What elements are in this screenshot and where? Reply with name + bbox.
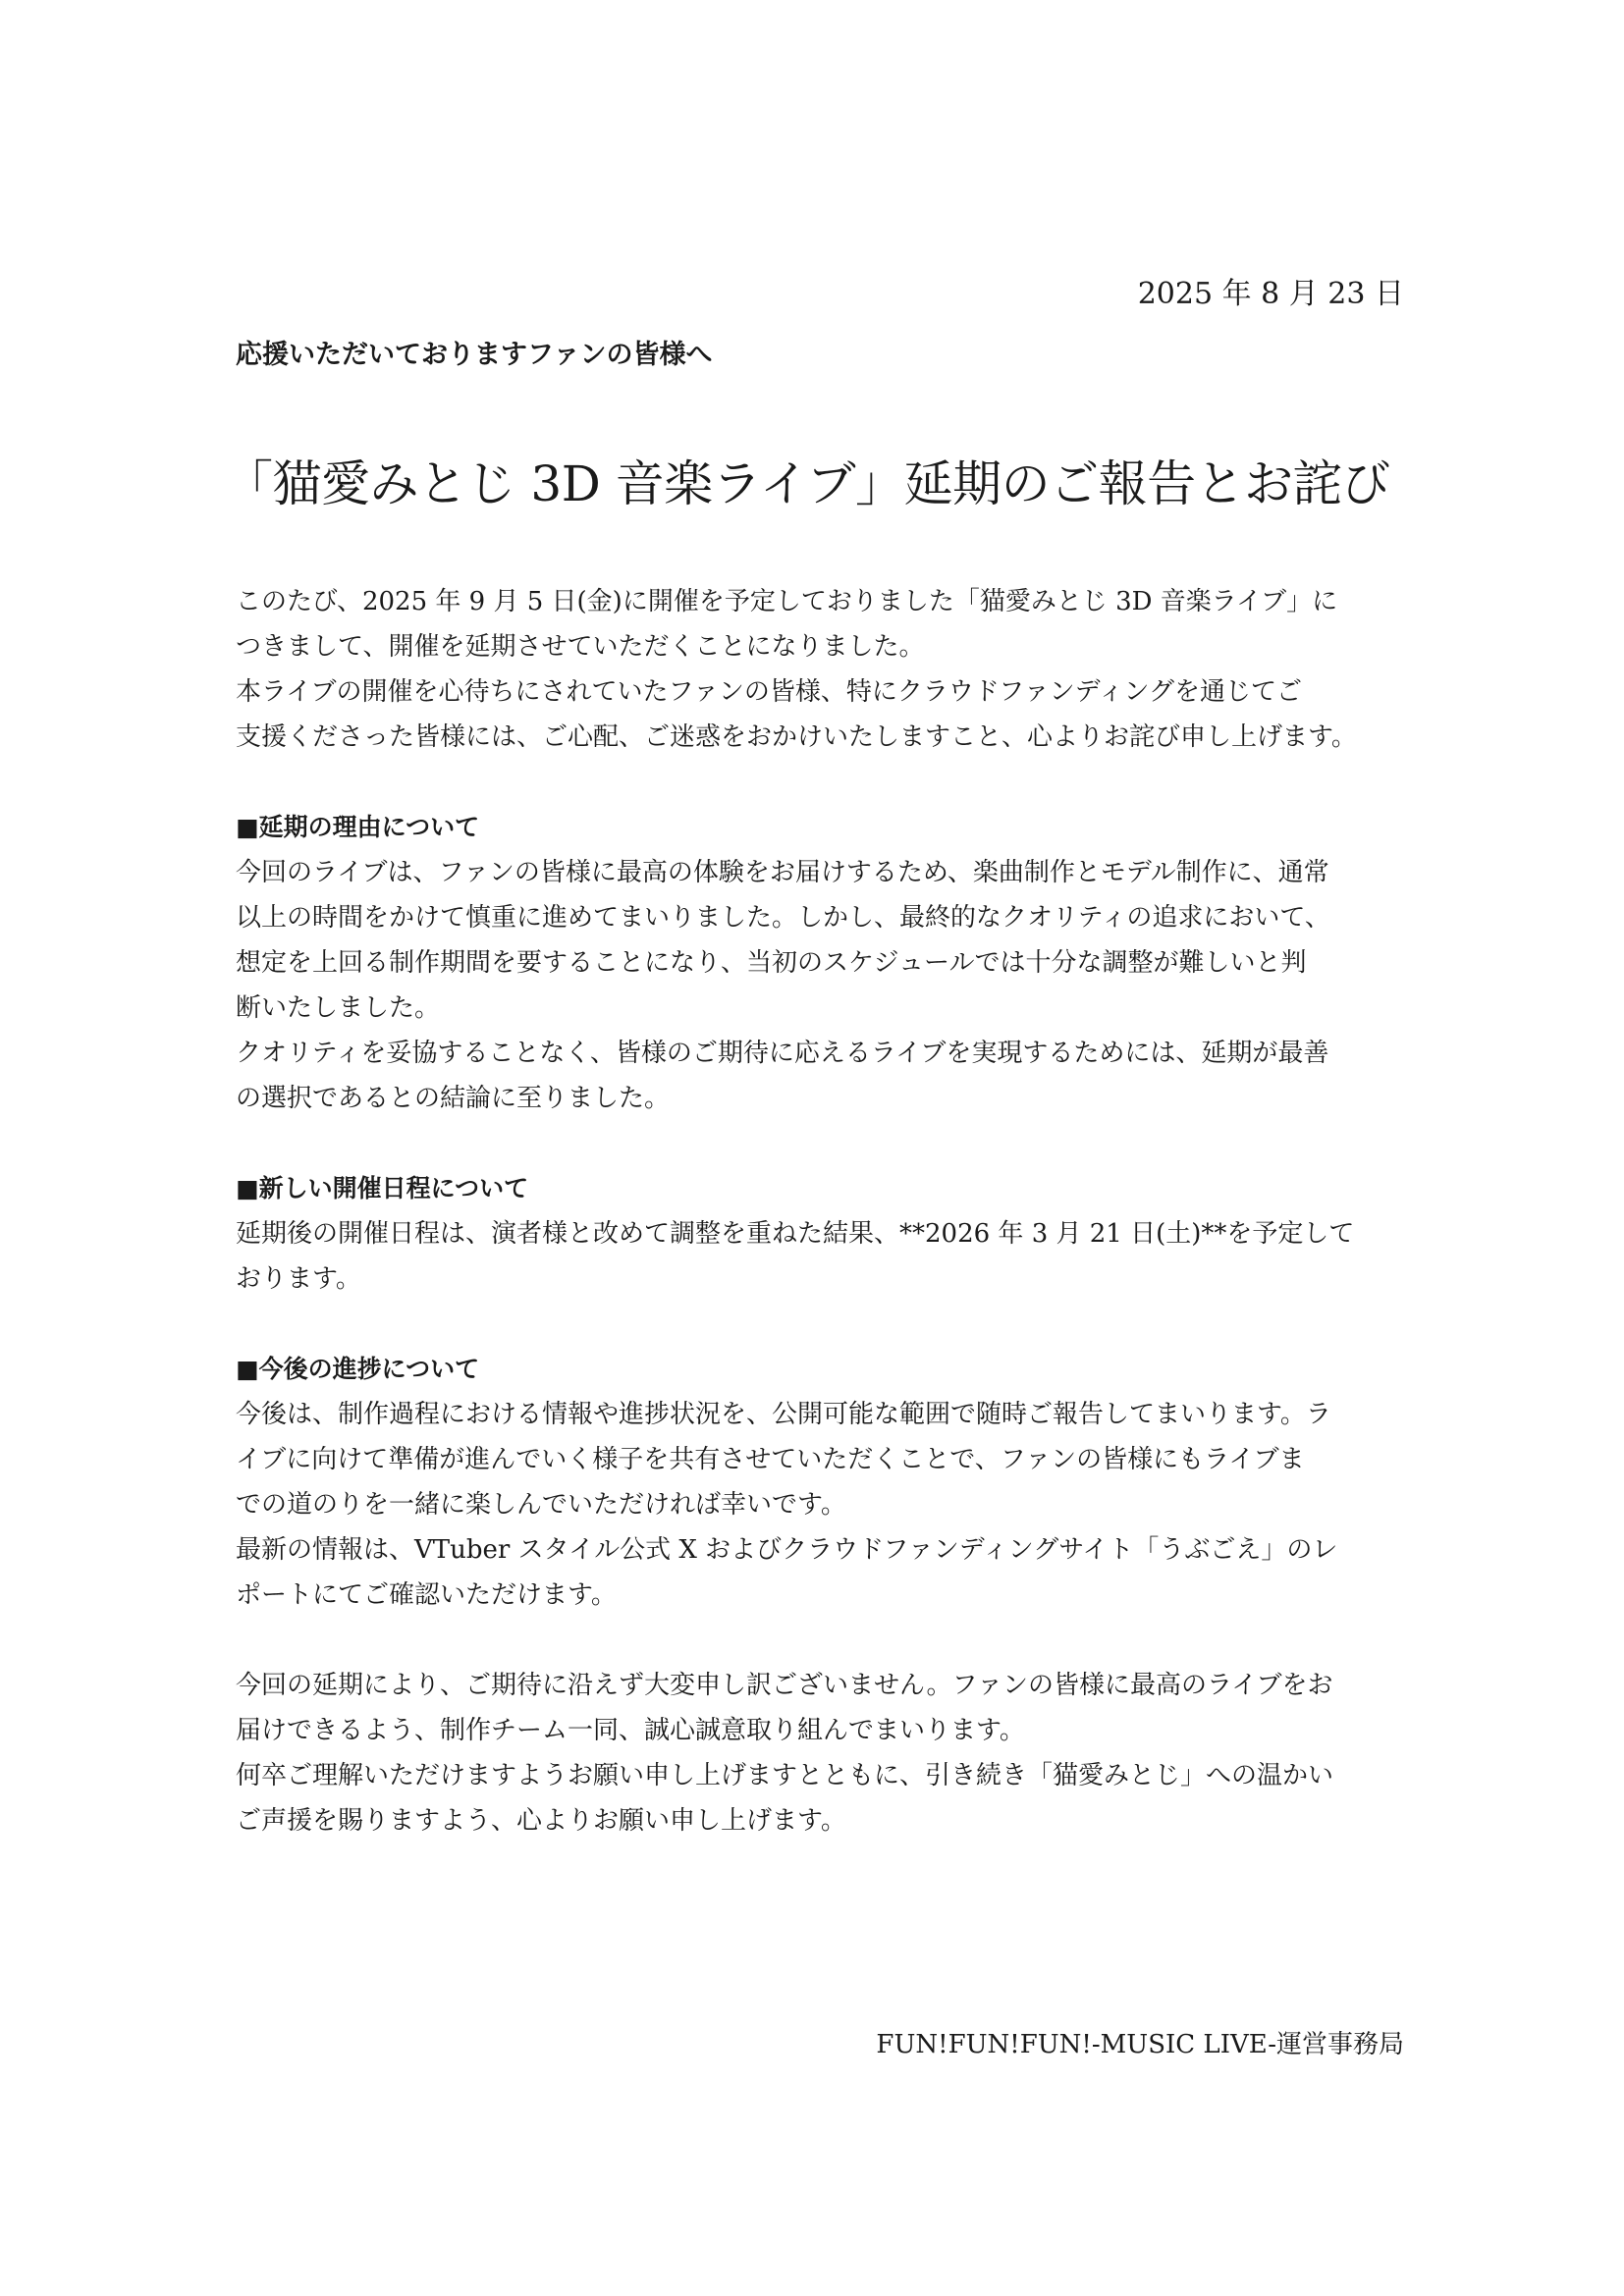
document-body [236,579,1404,1843]
section-heading: ■延期の理由について [236,813,480,841]
section-line: 今回のライブは、ファンの皆様に最高の体験をお届けするため、楽曲制作とモデル制作に、通常 [236,858,1329,887]
section-future-progress [236,1347,1404,1618]
section-heading: ■今後の進捗について [236,1355,480,1383]
section-line: 最新の情報は、VTuber スタイル公式 X およびクラウドファンディングサイト「うぶごえ」のレ [236,1535,1338,1565]
intro-line: 本ライブの開催を心待ちにされていたファンの皆様、特にクラウドファンディングを通じてご [236,677,1303,707]
section-line: での道のりを一緒に楽しんでいただければ幸いです。 [236,1490,846,1520]
section-line: イブに向けて準備が進んでいく様子を共有させていただくことで、ファンの皆様にもライブま [236,1445,1305,1474]
signature: FUN!FUN!FUN!-MUSIC LIVE-運営事務局 [876,2030,1404,2059]
section-line: 断いたしました。 [236,993,441,1023]
section-line: ポートにてご確認いただけます。 [236,1580,617,1610]
section-line: 今後は、制作過程における情報や進捗状況を、公開可能な範囲で随時ご報告してまいります。ラ [236,1400,1331,1429]
document-title: 「猫愛みとじ 3D 音楽ライブ」延期のご報告とお詫び [224,455,1390,512]
section-line: おります。 [236,1264,361,1294]
section-heading: ■新しい開催日程について [236,1174,529,1202]
closing-line: 今回の延期により、ご期待に沿えず大変申し訳ございません。ファンの皆様に最高のライブをお [236,1671,1333,1700]
intro-paragraph [236,579,1404,760]
closing-paragraph [236,1663,1404,1843]
section-line: 想定を上回る制作期間を要することになり、当初のスケジュールでは十分な調整が難しいと判 [236,948,1307,978]
section-line: の選択であるとの結論に至りました。 [236,1084,671,1113]
section-new-schedule [236,1166,1404,1302]
salutation: 応援いただいておりますファンの皆様へ [236,340,713,370]
section-line: 延期後の開催日程は、演者様と改めて調整を重ねた結果、**2026 年 3 月 21 日(土)**を予定して [236,1219,1355,1249]
intro-line: つきまして、開催を延期させていただくことになりました。 [236,632,925,662]
intro-line: 支援くださった皆様には、ご心配、ご迷惑をおかけいたしますこと、心よりお詫び申し上げます。 [236,722,1357,752]
section-postponement-reason [236,805,1404,1121]
closing-line: 届けできるよう、制作チーム一同、誠心誠意取り組んでまいります。 [236,1716,1025,1745]
closing-line: ご声援を賜りますよう、心よりお願い申し上げます。 [236,1806,846,1836]
section-line: 以上の時間をかけて慎重に進めてまいりました。しかし、最終的なクオリティの追求において、 [236,903,1330,933]
intro-line: このたび、2025 年 9 月 5 日(金)に開催を予定しておりました「猫愛みとじ 3D 音楽ライブ」に [236,587,1338,616]
document-date: 2025 年 8 月 23 日 [1137,277,1404,311]
closing-line: 何卒ご理解いただけますようお願い申し上げますとともに、引き続き「猫愛みとじ」への温かい [236,1761,1334,1790]
section-line: クオリティを妥協することなく、皆様のご期待に応えるライブを実現するためには、延期が最善 [236,1039,1329,1068]
